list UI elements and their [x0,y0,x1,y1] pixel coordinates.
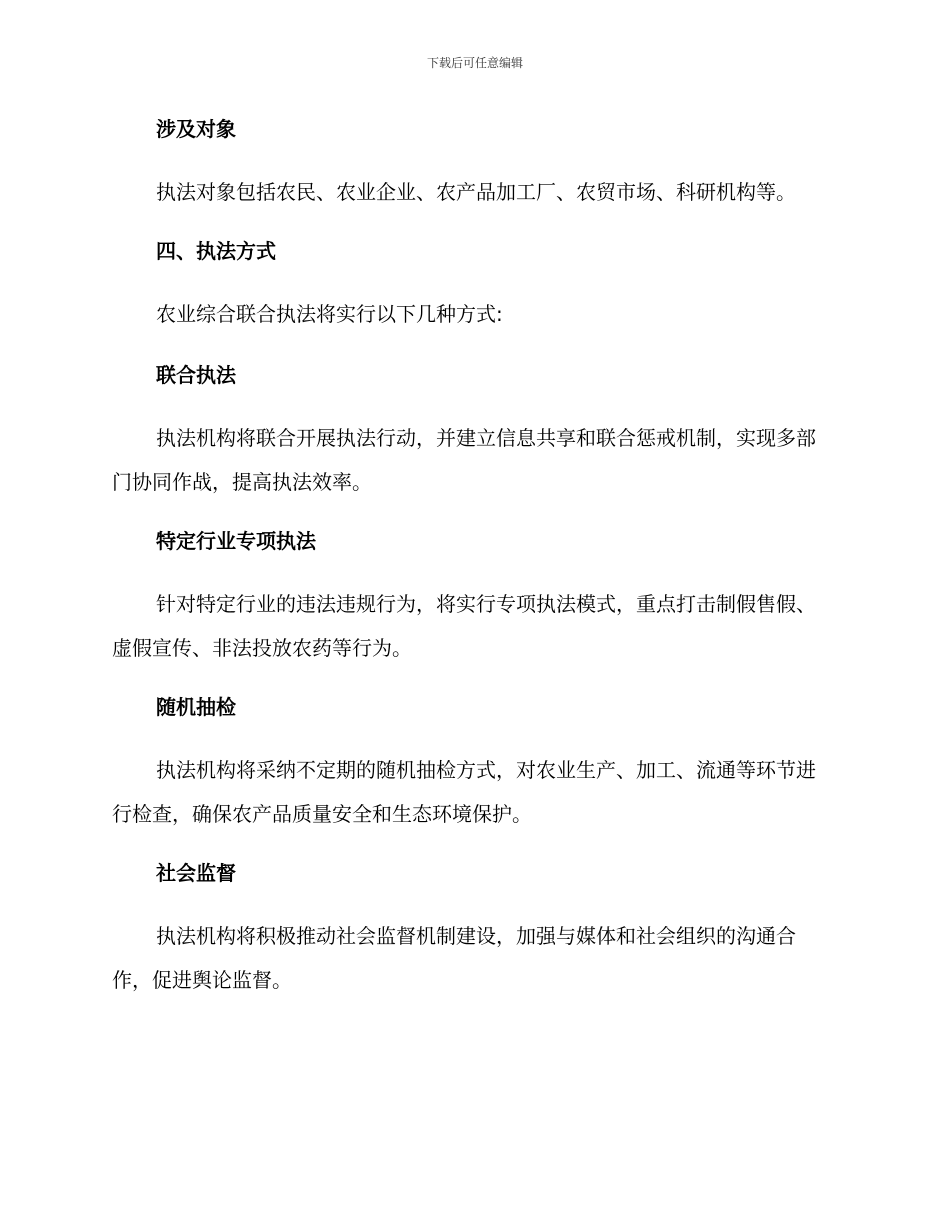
section-heading-joint-enforcement: 联合执法 [156,363,236,387]
section-heading-enforcement-methods: 四、执法方式 [156,239,276,263]
section-paragraph-social-supervision: 执法机构将积极推动社会监督机制建设，加强与媒体和社会组织的沟通合作，促进舆论监督。 [112,924,796,992]
section-heading-social-supervision: 社会监督 [156,861,236,885]
section-heading-random-inspection: 随机抽检 [156,695,236,719]
document-body [112,112,832,1022]
section-paragraph-joint-enforcement: 执法机构将联合开展执法行动，并建立信息共享和联合惩戒机制，实现多部门协同作战，提高执法效率。 [112,426,816,494]
section-paragraph-objects: 执法对象包括农民、农业企业、农产品加工厂、农贸市场、科研机构等。 [156,180,796,204]
section-heading-objects: 涉及对象 [156,117,236,141]
page-header: 下载后可任意编辑 [426,56,523,70]
section-paragraph-random-inspection: 执法机构将采纳不定期的随机抽检方式，对农业生产、加工、流通等环节进行检查，确保农产品质量安全和生态环境保护。 [112,758,816,826]
section-paragraph-special-industry: 针对特定行业的违法违规行为，将实行专项执法模式，重点打击制假售假、虚假宣传、非法投放农药等行为。 [112,592,816,660]
section-paragraph-enforcement-methods: 农业综合联合执法将实行以下几种方式: [156,302,503,326]
section-heading-special-industry: 特定行业专项执法 [156,529,316,553]
